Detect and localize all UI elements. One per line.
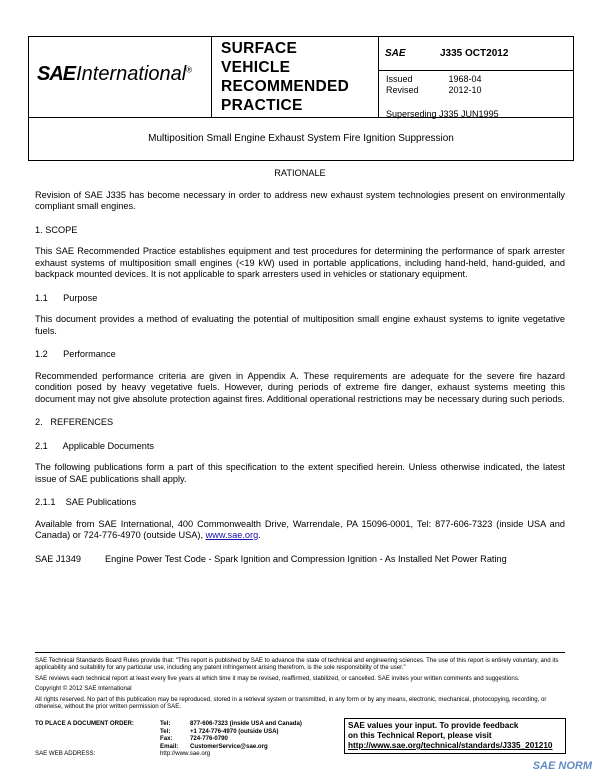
sae-small-logo: SAE <box>385 48 406 59</box>
rationale-heading: RATIONALE <box>274 168 326 178</box>
watermark: SAE NORM <box>532 760 592 772</box>
review-note: SAE reviews each technical report at least every five years at which time it may be revised, reaffirmed, stabilized, or cancelled. SAE invites your written comments and suggestions. <box>35 674 520 682</box>
scope-text: This SAE Recommended Practice establishes equipment and test procedures for determining the performance of spark arrester exhaust systems of multiposition small engines (<19 kW) used in portable applications, including hand-held, hand-guided, and backpack mounted devices. It is not applicable to spark arresters used in vehicles or stationary equipment. <box>35 246 565 279</box>
copyright: Copyright © 2012 SAE International <box>35 685 132 693</box>
sae-international-logo: SAEInternational® <box>37 63 193 85</box>
sae-publications-text: Available from SAE International, 400 Commonwealth Drive, Warrendale, PA 15096-0001, Tel: 877-606-7323 (inside USA and Canada) or 724-776-4970 (outside USA), www.sae.org. <box>35 518 565 540</box>
footer-notes <box>35 652 565 710</box>
sae-website-link[interactable]: www.sae.org <box>205 530 259 540</box>
reference-id: SAE J1349 <box>35 553 81 564</box>
document-body <box>35 168 565 565</box>
document-title: Multiposition Small Engine Exhaust System Fire Ignition Suppression <box>28 117 574 161</box>
performance-heading: 1.2 Performance <box>35 349 116 359</box>
reference-title: Engine Power Test Code - Spark Ignition and Compression Ignition - As Installed Net Power Rating <box>105 553 507 564</box>
feedback-box: SAE values your input. To provide feedback on this Technical Report, please visit http://www.sae.org/technical/standards/J335_201210 <box>344 718 566 754</box>
rights-note: All rights reserved. No part of this publication may be reproduced, stored in a retrieval system or transmitted, in any form or by any means, electronic, mechanical, photocopying, recording, or otherwise, without the prior written permission of SAE. <box>35 695 547 711</box>
document-header <box>28 36 574 118</box>
purpose-heading: 1.1 Purpose <box>35 292 98 303</box>
feedback-link[interactable]: http://www.sae.org/technical/standards/J335_201210 <box>348 741 553 750</box>
superseding-note: Superseding J335 JUN1995 <box>386 109 499 119</box>
references-heading: 2. REFERENCES <box>35 417 114 427</box>
sae-web-address[interactable]: http://www.sae.org <box>160 750 211 758</box>
board-rules: SAE Technical Standards Board Rules provide that: "This report is published by SAE to advance the state of technical and engineering sciences. The use of this report is entirely voluntary, and its applicability and suitability for any particular use, including any patent infringement arising therefrom, is the sole responsibility of the user." <box>35 657 559 672</box>
customer-service-email[interactable]: CustomerService@sae.org <box>190 742 268 750</box>
sae-publications-heading: 2.1.1 SAE Publications <box>35 497 137 507</box>
applicable-heading: 2.1 Applicable Documents <box>35 440 154 451</box>
scope-heading: 1. SCOPE <box>35 224 78 235</box>
order-info: TO PLACE A DOCUMENT ORDER: Tel: 877-606-7323 (inside USA and Canada) Tel: +1 724-776-4970 (outside USA) Fax: 724-776-0790 Email: CustomerService@sae.org SAE WEB ADDRESS: http://www.sae.org <box>35 720 302 758</box>
document-type: SURFACE VEHICLE RECOMMENDED PRACTICE <box>221 40 350 114</box>
purpose-text: This document provides a method of evaluating the potential of multiposition small engine exhaust systems to ignite vegetative fuels. <box>35 314 565 336</box>
applicable-text: The following publications form a part of this specification to the extent specified herein. Unless otherwise indicated, the latest issue of SAE publications shall apply. <box>35 462 565 484</box>
document-number: J335 OCT2012 <box>440 48 509 59</box>
issue-dates: Issued 1968-04 Revised 2012-10 <box>386 74 482 95</box>
reference-entry <box>35 554 565 566</box>
performance-text: Recommended performance criteria are given in Appendix A. These requirements are adequate for the severe fire hazard condition posed by heavy vegetative fuels. However, during periods of extreme fire danger, exhaust systems meeting this document may not give absolute protection against fires. Additional operational restrictions may be necessary during such periods. <box>35 370 565 404</box>
rationale-text: Revision of SAE J335 has become necessary in order to address new exhaust system technologies present on environmentally compliant small engines. <box>35 189 565 211</box>
